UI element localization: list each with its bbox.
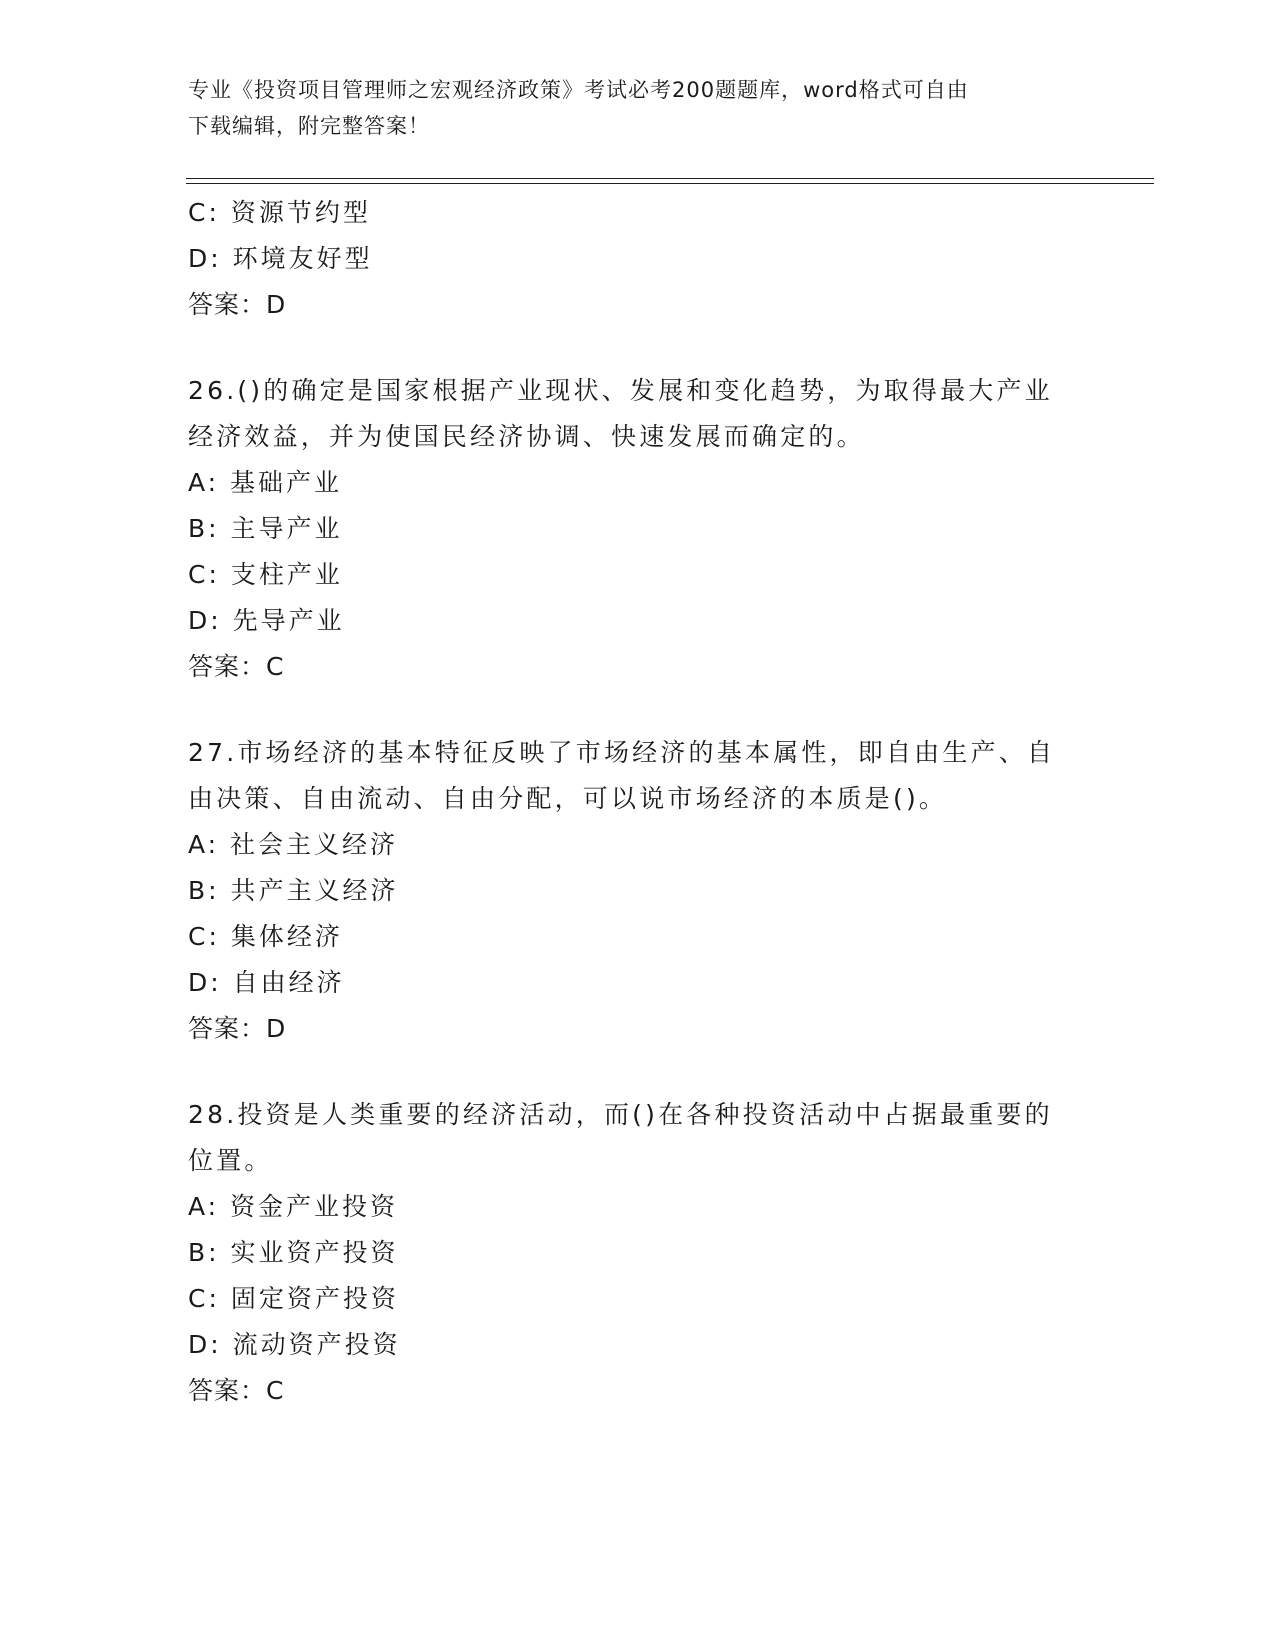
answer-line: 答案：C: [188, 1376, 285, 1405]
question-stem-line-2: 由决策、自由流动、自由分配，可以说市场经济的本质是()。: [188, 784, 948, 813]
question-stem-line-1: 26.()的确定是国家根据产业现状、发展和变化趋势，为取得最大产业: [188, 376, 1053, 405]
option-c: C: 资源节约型: [188, 198, 371, 227]
answer-line: 答案：D: [188, 290, 287, 319]
question-block-27: [188, 730, 1088, 1052]
answer-line: 答案：C: [188, 652, 285, 681]
question-stem-line-2: 经济效益，并为使国民经济协调、快速发展而确定的。: [188, 422, 865, 451]
header-divider-top: [186, 178, 1154, 179]
option-c: C: 固定资产投资: [188, 1284, 399, 1313]
question-block-25: [188, 190, 1088, 328]
option-a: A: 社会主义经济: [188, 830, 399, 859]
option-b: B: 主导产业: [188, 514, 343, 543]
document-header: [188, 72, 1068, 144]
answer-line: 答案：D: [188, 1014, 287, 1043]
question-stem-line-1: 28.投资是人类重要的经济活动，而()在各种投资活动中占据最重要的: [188, 1100, 1053, 1129]
option-c: C: 支柱产业: [188, 560, 343, 589]
option-a: A: 资金产业投资: [188, 1192, 399, 1221]
option-c: C: 集体经济: [188, 922, 343, 951]
option-d: D: 流动资产投资: [188, 1330, 401, 1359]
header-line-1: 专业《投资项目管理师之宏观经济政策》考试必考200题题库，word格式可自由: [188, 78, 969, 102]
option-d: D: 自由经济: [188, 968, 345, 997]
question-block-28: [188, 1092, 1088, 1414]
question-stem-line-1: 27.市场经济的基本特征反映了市场经济的基本属性，即自由生产、自: [188, 738, 1056, 767]
question-list: [188, 190, 1088, 1414]
question-stem-line-2: 位置。: [188, 1146, 273, 1175]
option-b: B: 实业资产投资: [188, 1238, 399, 1267]
header-line-2: 下载编辑，附完整答案！: [188, 114, 430, 138]
header-divider-bottom: [186, 183, 1154, 184]
question-block-26: [188, 368, 1088, 690]
option-d: D: 先导产业: [188, 606, 345, 635]
option-b: B: 共产主义经济: [188, 876, 399, 905]
option-a: A: 基础产业: [188, 468, 343, 497]
option-d: D: 环境友好型: [188, 244, 373, 273]
